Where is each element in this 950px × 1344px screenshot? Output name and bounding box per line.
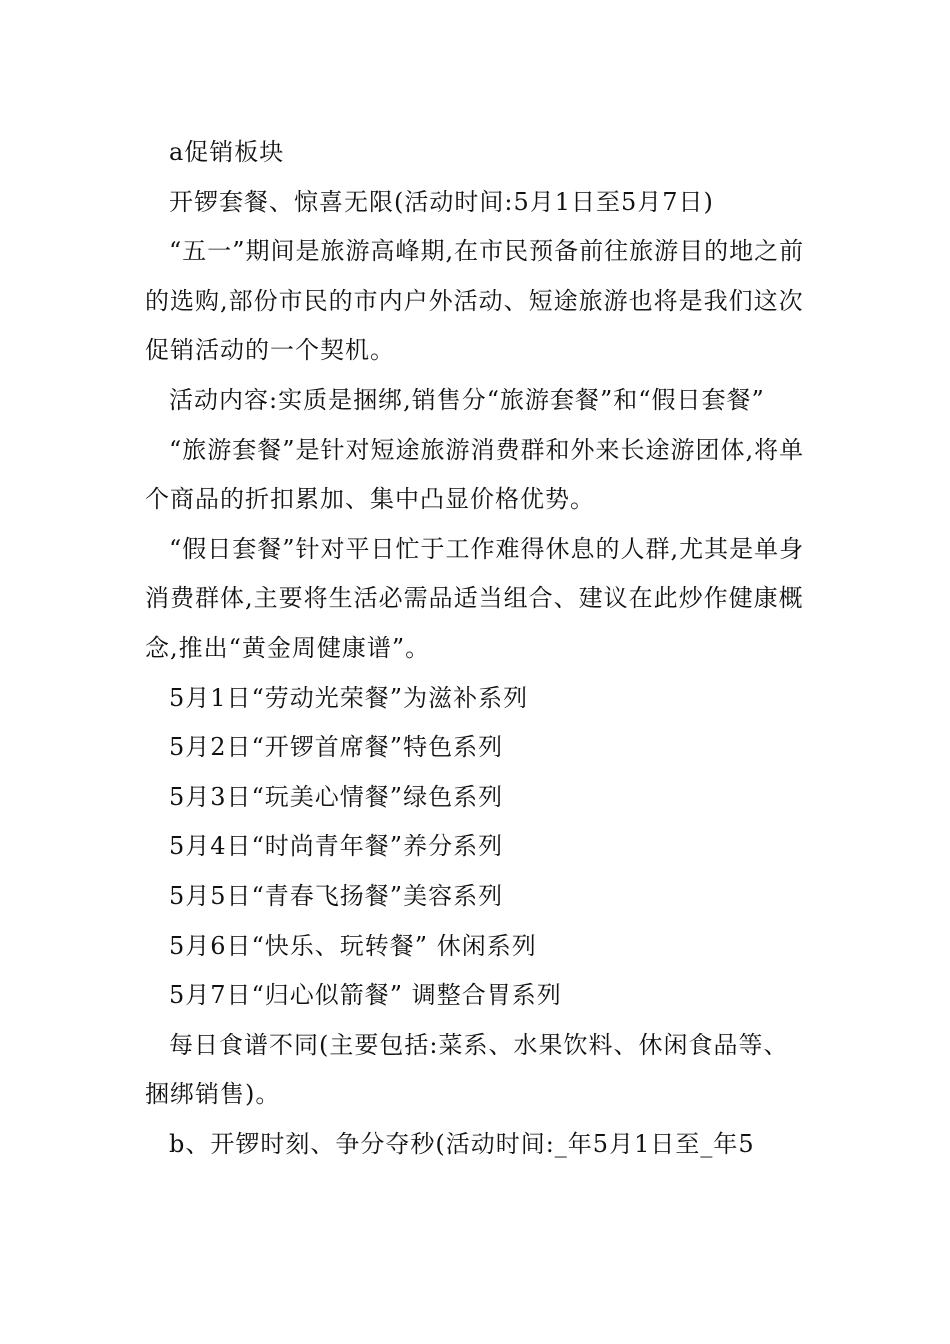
activity-title: 开锣套餐、惊喜无限(活动时间:5月1日至5月7日) [169,187,714,216]
menu-day-7: 5月7日“归心似箭餐” 调整合胃系列 [169,981,562,1010]
menu-day-6: 5月6日“快乐、玩转餐” 休闲系列 [169,931,537,960]
paragraph-intro: “五一”期间是旅游高峰期,在市民预备前往旅游目的地之前的选购,部份市民的市内户外活动、短途旅游也将是我们这次促销活动的一个契机。 [145,237,805,365]
menu-day-4: 5月4日“时尚青年餐”养分系列 [169,832,504,861]
menu-day-2: 5月2日“开锣首席餐”特色系列 [169,733,504,762]
menu-day-3: 5月3日“玩美心情餐”绿色系列 [169,782,504,811]
menu-day-1: 5月1日“劳动光荣餐”为滋补系列 [169,683,529,712]
section-heading-a: a促销板块 [169,138,285,166]
section-heading-b: b、开锣时刻、争分夺秒(活动时间:_年5月1日至_年5 [169,1129,755,1158]
paragraph-content: 活动内容:实质是捆绑,销售分“旅游套餐”和“假日套餐” [169,385,765,414]
paragraph-holiday-package: “假日套餐”针对平日忙于工作难得休息的人群,尤其是单身消费群体,主要将生活必需品适当组合、建议在此炒作健康概念,推出“黄金周健康谱”。 [145,534,805,662]
document-body [145,128,813,1169]
menu-day-5: 5月5日“青春飞扬餐”美容系列 [169,881,504,910]
paragraph-travel-package: “旅游套餐”是针对短途旅游消费群和外来长途游团体,将单个商品的折扣累加、集中凸显价格优势。 [145,435,805,514]
paragraph-daily-menu: 每日食谱不同(主要包括:菜系、水果饮料、休闲食品等、捆绑销售)。 [145,1030,789,1109]
